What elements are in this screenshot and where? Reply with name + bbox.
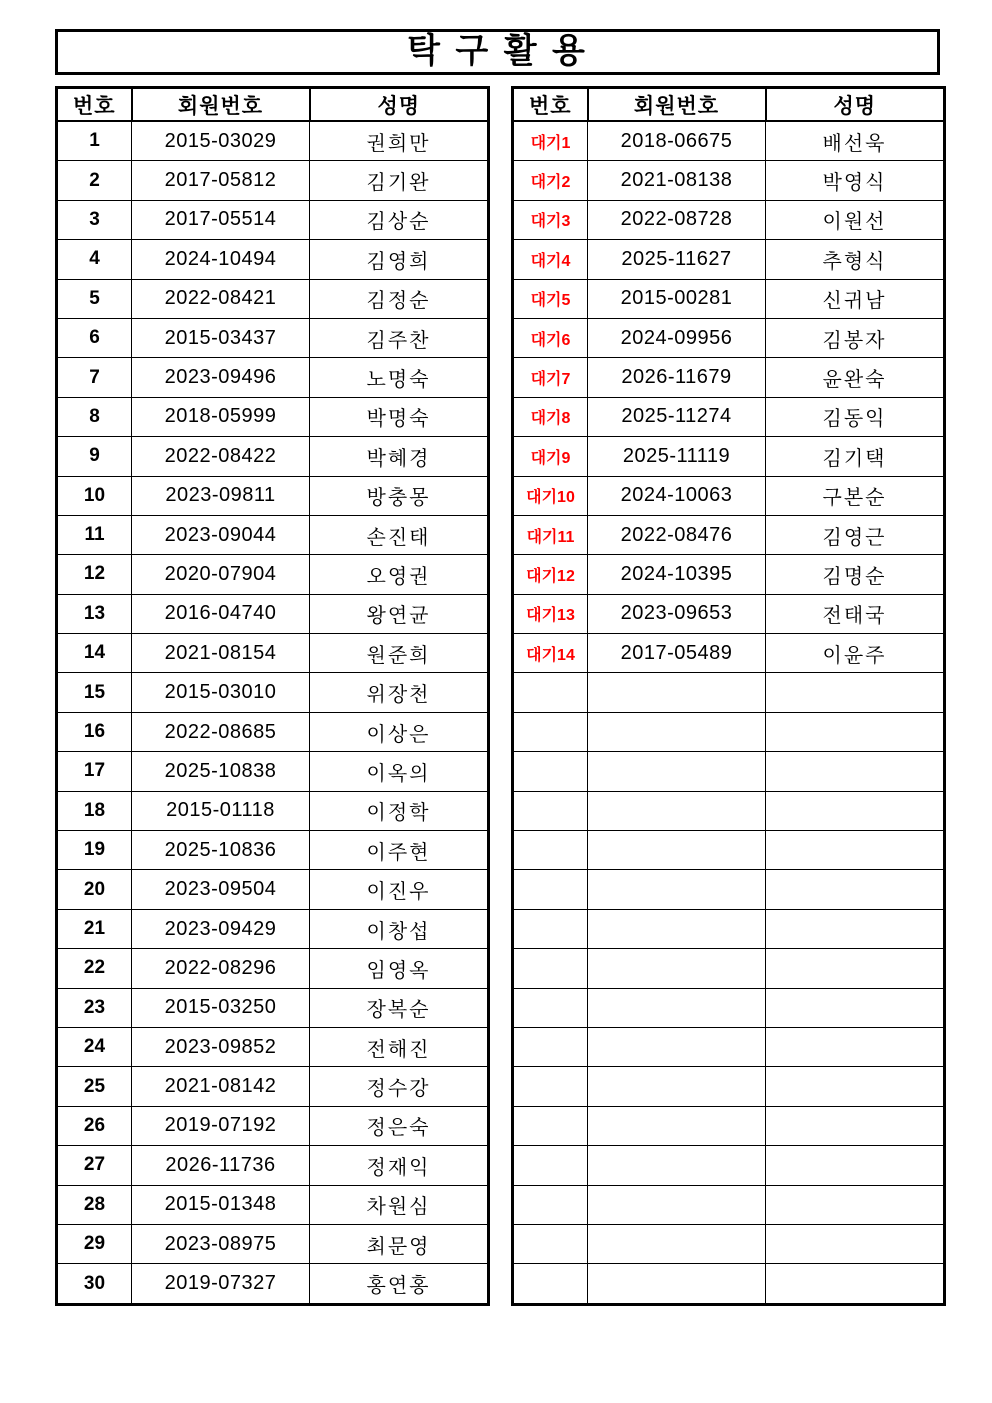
table-row [513, 200, 945, 239]
row-number-cell: 23 [57, 988, 132, 1027]
member-id-cell [588, 752, 766, 791]
table-row [513, 358, 945, 397]
row-number-cell: 3 [57, 200, 132, 239]
member-name-cell [766, 1106, 945, 1145]
member-name-cell [766, 988, 945, 1027]
table-row [513, 1106, 945, 1145]
table-row [57, 161, 489, 200]
member-name-cell [766, 1264, 945, 1304]
members-header-row [57, 88, 489, 122]
member-name-cell [766, 1067, 945, 1106]
row-number-cell: 22 [57, 949, 132, 988]
col-header-number: 번호 [513, 88, 588, 122]
row-number-cell [513, 1027, 588, 1066]
table-row [57, 121, 489, 161]
table-row [57, 1067, 489, 1106]
member-id-cell: 2018-06675 [588, 121, 766, 161]
col-header-name: 성명 [766, 88, 945, 122]
row-number-cell: 28 [57, 1185, 132, 1224]
member-id-cell: 2026-11679 [588, 358, 766, 397]
row-number-cell: 26 [57, 1106, 132, 1145]
member-name-cell [766, 909, 945, 948]
row-number-cell [513, 712, 588, 751]
member-id-cell: 2015-00281 [588, 279, 766, 318]
row-number-cell: 대기8 [513, 397, 588, 436]
member-name-cell: 전해진 [310, 1027, 489, 1066]
row-number-cell: 20 [57, 870, 132, 909]
table-row [513, 870, 945, 909]
member-id-cell: 2021-08154 [132, 634, 310, 673]
member-id-cell: 2016-04740 [132, 594, 310, 633]
member-id-cell: 2020-07904 [132, 555, 310, 594]
member-name-cell: 김명순 [766, 555, 945, 594]
table-row [57, 673, 489, 712]
member-id-cell [588, 673, 766, 712]
row-number-cell: 18 [57, 791, 132, 830]
table-row [513, 437, 945, 476]
row-number-cell: 대기7 [513, 358, 588, 397]
member-name-cell: 박영식 [766, 161, 945, 200]
table-row [513, 1146, 945, 1185]
row-number-cell: 21 [57, 909, 132, 948]
table-row [513, 1067, 945, 1106]
member-name-cell: 이주현 [310, 831, 489, 870]
row-number-cell: 30 [57, 1264, 132, 1304]
member-id-cell: 2017-05489 [588, 634, 766, 673]
member-name-cell [766, 1027, 945, 1066]
member-name-cell: 김기택 [766, 437, 945, 476]
member-name-cell: 배선욱 [766, 121, 945, 161]
table-row [57, 712, 489, 751]
member-name-cell: 박혜경 [310, 437, 489, 476]
member-name-cell: 김동익 [766, 397, 945, 436]
table-row [513, 515, 945, 554]
member-name-cell: 이창섭 [310, 909, 489, 948]
table-row [513, 476, 945, 515]
member-name-cell: 임영옥 [310, 949, 489, 988]
member-id-cell [588, 712, 766, 751]
member-id-cell: 2023-09852 [132, 1027, 310, 1066]
member-name-cell: 추형식 [766, 240, 945, 279]
member-id-cell [588, 870, 766, 909]
member-id-cell [588, 831, 766, 870]
member-name-cell [766, 1185, 945, 1224]
member-name-cell: 정재익 [310, 1146, 489, 1185]
member-id-cell: 2017-05812 [132, 161, 310, 200]
table-row [57, 437, 489, 476]
row-number-cell: 대기13 [513, 594, 588, 633]
table-row [57, 909, 489, 948]
member-id-cell: 2022-08685 [132, 712, 310, 751]
member-name-cell: 위장천 [310, 673, 489, 712]
table-row [57, 1106, 489, 1145]
member-id-cell: 2023-09811 [132, 476, 310, 515]
row-number-cell: 대기2 [513, 161, 588, 200]
member-name-cell: 이옥의 [310, 752, 489, 791]
table-row [57, 358, 489, 397]
row-number-cell [513, 673, 588, 712]
table-row [57, 831, 489, 870]
member-id-cell [588, 1185, 766, 1224]
member-id-cell: 2023-09044 [132, 515, 310, 554]
row-number-cell [513, 791, 588, 830]
member-name-cell [766, 712, 945, 751]
member-name-cell: 김정순 [310, 279, 489, 318]
row-number-cell: 16 [57, 712, 132, 751]
row-number-cell: 8 [57, 397, 132, 436]
member-id-cell [588, 791, 766, 830]
member-name-cell: 정수강 [310, 1067, 489, 1106]
member-id-cell: 2025-11274 [588, 397, 766, 436]
member-id-cell: 2015-03029 [132, 121, 310, 161]
table-row [513, 318, 945, 357]
table-row [57, 515, 489, 554]
member-name-cell: 정은숙 [310, 1106, 489, 1145]
row-number-cell: 24 [57, 1027, 132, 1066]
member-name-cell: 김주찬 [310, 318, 489, 357]
row-number-cell [513, 1146, 588, 1185]
member-name-cell: 김봉자 [766, 318, 945, 357]
table-row [57, 200, 489, 239]
member-name-cell: 김영희 [310, 240, 489, 279]
member-id-cell: 2024-10494 [132, 240, 310, 279]
table-row [57, 397, 489, 436]
member-id-cell: 2019-07327 [132, 1264, 310, 1304]
table-row [57, 318, 489, 357]
row-number-cell [513, 988, 588, 1027]
member-name-cell [766, 949, 945, 988]
row-number-cell: 7 [57, 358, 132, 397]
table-row [57, 594, 489, 633]
row-number-cell [513, 831, 588, 870]
member-name-cell [766, 791, 945, 830]
row-number-cell [513, 1224, 588, 1263]
member-id-cell [588, 1146, 766, 1185]
table-row [57, 870, 489, 909]
row-number-cell: 12 [57, 555, 132, 594]
member-id-cell [588, 1264, 766, 1304]
col-header-number: 번호 [57, 88, 132, 122]
table-row [513, 279, 945, 318]
member-name-cell: 이윤주 [766, 634, 945, 673]
table-row [57, 240, 489, 279]
table-row [57, 949, 489, 988]
row-number-cell [513, 949, 588, 988]
row-number-cell: 대기14 [513, 634, 588, 673]
table-row [57, 1027, 489, 1066]
table-row [513, 1224, 945, 1263]
member-name-cell: 이정학 [310, 791, 489, 830]
row-number-cell [513, 909, 588, 948]
row-number-cell: 27 [57, 1146, 132, 1185]
member-name-cell: 구본순 [766, 476, 945, 515]
row-number-cell: 13 [57, 594, 132, 633]
member-name-cell: 방충몽 [310, 476, 489, 515]
member-id-cell [588, 1067, 766, 1106]
member-name-cell [766, 870, 945, 909]
roster-tables [55, 86, 940, 1306]
table-row [57, 1224, 489, 1263]
row-number-cell: 5 [57, 279, 132, 318]
member-id-cell: 2025-11627 [588, 240, 766, 279]
table-row [513, 121, 945, 161]
row-number-cell [513, 1185, 588, 1224]
table-row [513, 555, 945, 594]
table-row [57, 988, 489, 1027]
member-name-cell: 최문영 [310, 1224, 489, 1263]
table-row [513, 1027, 945, 1066]
member-id-cell: 2019-07192 [132, 1106, 310, 1145]
row-number-cell: 15 [57, 673, 132, 712]
row-number-cell: 9 [57, 437, 132, 476]
member-id-cell: 2015-03437 [132, 318, 310, 357]
table-row [57, 1185, 489, 1224]
member-id-cell [588, 1224, 766, 1263]
row-number-cell: 대기5 [513, 279, 588, 318]
table-row [57, 752, 489, 791]
col-header-name: 성명 [310, 88, 489, 122]
member-name-cell: 오영권 [310, 555, 489, 594]
member-id-cell: 2018-05999 [132, 397, 310, 436]
member-id-cell: 2023-08975 [132, 1224, 310, 1263]
member-name-cell: 권희만 [310, 121, 489, 161]
table-row [57, 555, 489, 594]
member-name-cell [766, 1146, 945, 1185]
row-number-cell: 10 [57, 476, 132, 515]
row-number-cell: 대기12 [513, 555, 588, 594]
table-row [57, 1264, 489, 1304]
member-id-cell: 2022-08476 [588, 515, 766, 554]
row-number-cell: 대기9 [513, 437, 588, 476]
member-id-cell: 2017-05514 [132, 200, 310, 239]
table-row [57, 1146, 489, 1185]
member-id-cell: 2015-01118 [132, 791, 310, 830]
document-title-box [55, 29, 940, 75]
table-row [513, 831, 945, 870]
member-id-cell [588, 988, 766, 1027]
member-name-cell: 김상순 [310, 200, 489, 239]
member-id-cell [588, 1106, 766, 1145]
member-name-cell: 왕연균 [310, 594, 489, 633]
row-number-cell: 대기1 [513, 121, 588, 161]
table-row [57, 476, 489, 515]
member-name-cell: 장복순 [310, 988, 489, 1027]
row-number-cell: 25 [57, 1067, 132, 1106]
member-id-cell: 2021-08142 [132, 1067, 310, 1106]
page-title: 탁 구 활 용 [407, 32, 588, 70]
member-name-cell: 이진우 [310, 870, 489, 909]
table-row [513, 752, 945, 791]
table-row [513, 673, 945, 712]
row-number-cell: 29 [57, 1224, 132, 1263]
member-name-cell: 신귀남 [766, 279, 945, 318]
row-number-cell: 6 [57, 318, 132, 357]
row-number-cell: 대기4 [513, 240, 588, 279]
member-id-cell: 2023-09429 [132, 909, 310, 948]
member-id-cell [588, 1027, 766, 1066]
member-id-cell: 2025-10838 [132, 752, 310, 791]
row-number-cell: 대기10 [513, 476, 588, 515]
member-name-cell: 이상은 [310, 712, 489, 751]
table-row [513, 712, 945, 751]
table-row [513, 909, 945, 948]
member-id-cell: 2025-10836 [132, 831, 310, 870]
row-number-cell [513, 1264, 588, 1304]
member-id-cell: 2025-11119 [588, 437, 766, 476]
row-number-cell [513, 1106, 588, 1145]
row-number-cell: 14 [57, 634, 132, 673]
table-row [513, 791, 945, 830]
member-name-cell: 김기완 [310, 161, 489, 200]
row-number-cell [513, 1067, 588, 1106]
member-id-cell: 2022-08422 [132, 437, 310, 476]
row-number-cell: 4 [57, 240, 132, 279]
table-row [57, 791, 489, 830]
member-id-cell: 2022-08421 [132, 279, 310, 318]
member-name-cell: 전태국 [766, 594, 945, 633]
table-row [513, 1185, 945, 1224]
member-name-cell: 윤완숙 [766, 358, 945, 397]
table-row [513, 594, 945, 633]
members-table [55, 86, 490, 1306]
member-name-cell: 원준희 [310, 634, 489, 673]
row-number-cell: 17 [57, 752, 132, 791]
member-id-cell: 2023-09504 [132, 870, 310, 909]
row-number-cell [513, 752, 588, 791]
member-id-cell: 2024-10395 [588, 555, 766, 594]
member-id-cell: 2015-03010 [132, 673, 310, 712]
table-row [513, 1264, 945, 1304]
member-id-cell: 2023-09496 [132, 358, 310, 397]
waitlist-header-row [513, 88, 945, 122]
member-id-cell: 2024-09956 [588, 318, 766, 357]
row-number-cell: 대기3 [513, 200, 588, 239]
row-number-cell: 2 [57, 161, 132, 200]
table-row [513, 949, 945, 988]
member-id-cell: 2022-08296 [132, 949, 310, 988]
member-name-cell [766, 1224, 945, 1263]
row-number-cell: 19 [57, 831, 132, 870]
member-name-cell: 이원선 [766, 200, 945, 239]
row-number-cell: 대기6 [513, 318, 588, 357]
member-id-cell [588, 949, 766, 988]
member-name-cell: 김영근 [766, 515, 945, 554]
table-row [513, 161, 945, 200]
member-id-cell: 2021-08138 [588, 161, 766, 200]
member-id-cell: 2015-01348 [132, 1185, 310, 1224]
col-header-member-id: 회원번호 [132, 88, 310, 122]
row-number-cell [513, 870, 588, 909]
row-number-cell: 11 [57, 515, 132, 554]
member-name-cell: 홍연홍 [310, 1264, 489, 1304]
member-name-cell [766, 673, 945, 712]
member-id-cell [588, 909, 766, 948]
member-name-cell: 손진태 [310, 515, 489, 554]
member-name-cell [766, 831, 945, 870]
member-id-cell: 2024-10063 [588, 476, 766, 515]
member-name-cell: 차원심 [310, 1185, 489, 1224]
member-id-cell: 2026-11736 [132, 1146, 310, 1185]
table-row [57, 634, 489, 673]
table-row [513, 397, 945, 436]
row-number-cell: 대기11 [513, 515, 588, 554]
waitlist-table [511, 86, 946, 1306]
member-name-cell [766, 752, 945, 791]
table-row [513, 240, 945, 279]
member-name-cell: 박명숙 [310, 397, 489, 436]
col-header-member-id: 회원번호 [588, 88, 766, 122]
member-id-cell: 2023-09653 [588, 594, 766, 633]
member-id-cell: 2015-03250 [132, 988, 310, 1027]
member-id-cell: 2022-08728 [588, 200, 766, 239]
table-row [513, 988, 945, 1027]
table-row [57, 279, 489, 318]
row-number-cell: 1 [57, 121, 132, 161]
table-row [513, 634, 945, 673]
member-name-cell: 노명숙 [310, 358, 489, 397]
